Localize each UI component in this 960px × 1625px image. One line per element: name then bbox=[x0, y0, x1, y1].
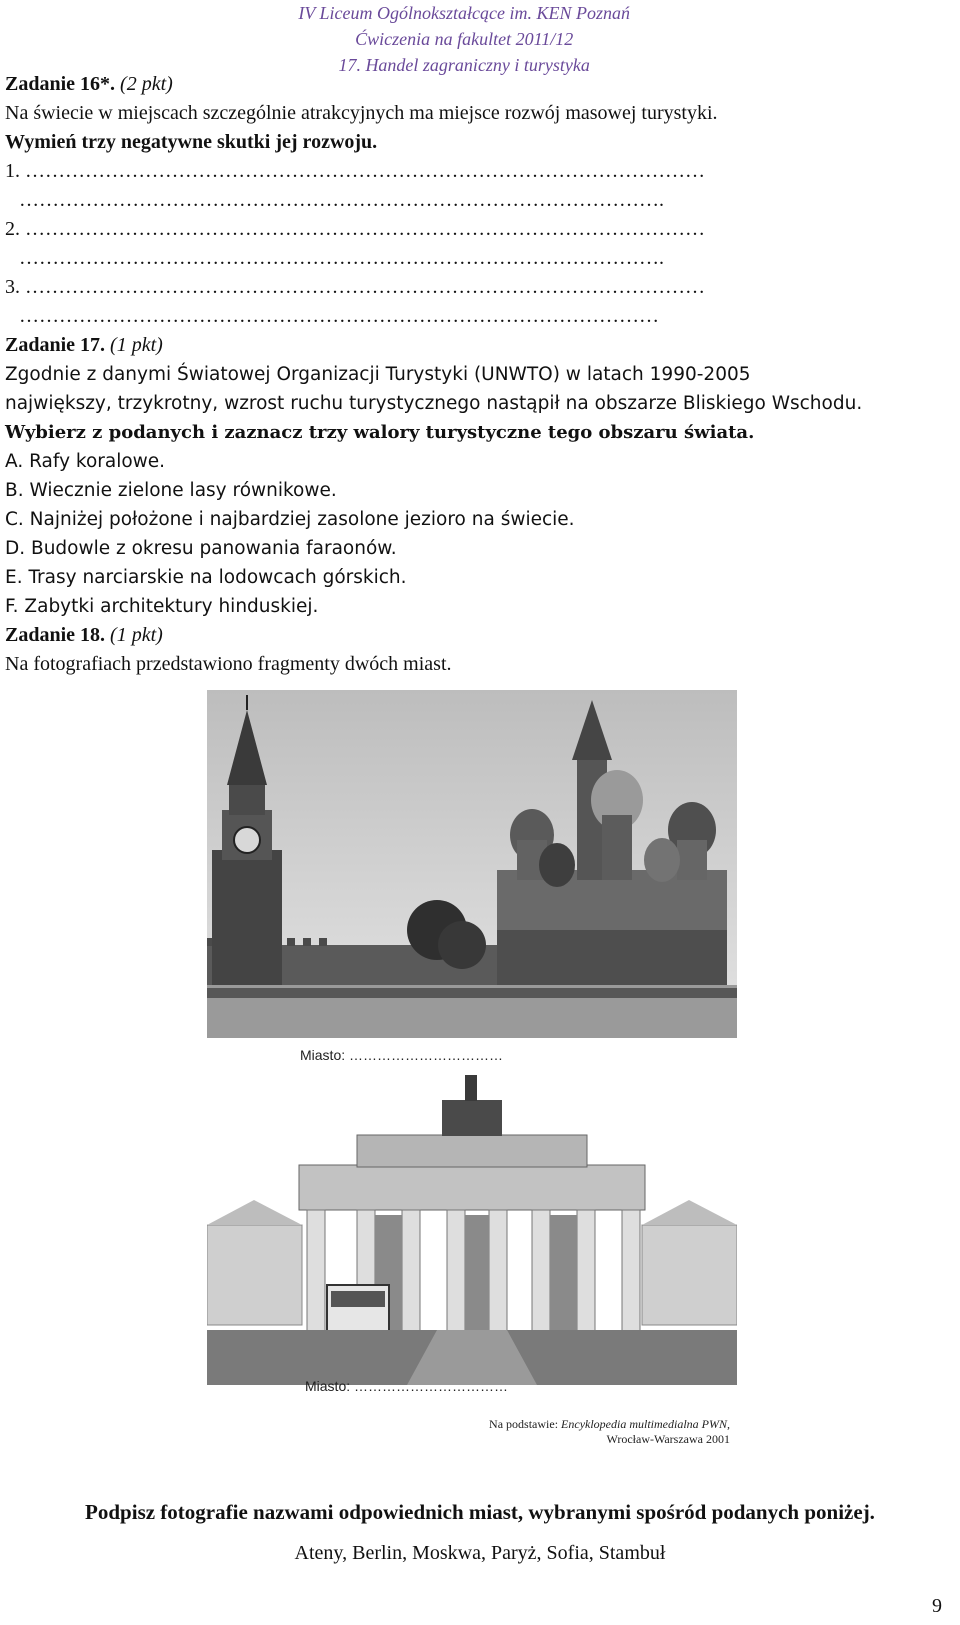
answer-line-3b[interactable] bbox=[5, 302, 955, 331]
task18-heading bbox=[5, 621, 955, 650]
answer-line-3[interactable] bbox=[5, 273, 955, 302]
photo1-city-field[interactable]: Miasto: …………………………… bbox=[300, 1047, 504, 1063]
task16-heading bbox=[5, 70, 955, 99]
task17-text-2: największy, trzykrotny, wzrost ruchu turystycznego nastąpił na obszarze Bliskiego Wschodu. bbox=[5, 393, 863, 414]
source-prefix: Na podstawie: bbox=[489, 1417, 562, 1431]
header-school: IV Liceum Ogólnokształcące im. KEN Poznań bbox=[298, 3, 630, 23]
photo-source bbox=[470, 1417, 730, 1447]
option-f[interactable]: F. Zabytki architektury hinduskiej. bbox=[5, 596, 319, 617]
option-e[interactable]: E. Trasy narciarskie na lodowcach górskich. bbox=[5, 567, 407, 588]
task18-points: (1 pkt) bbox=[110, 624, 163, 646]
task18-instruction: Podpisz fotografie nazwami odpowiednich miast, wybranymi spośród podanych poniżej. bbox=[85, 1500, 875, 1524]
answer-dots-1b: ……………………………………………………………………………………. bbox=[19, 189, 664, 211]
photo-brandenburg-gate-image bbox=[207, 1065, 737, 1385]
answer-dots-3a: ………………………………………………………………………………………… bbox=[25, 276, 705, 298]
task17-heading bbox=[5, 331, 955, 360]
task17-title: Zadanie 17. bbox=[5, 334, 106, 356]
task16-text: Na świecie w miejscach szczególnie atrakcyjnych ma miejsce rozwój masowej turystyki. bbox=[5, 102, 718, 124]
answer-line-2[interactable] bbox=[5, 215, 955, 244]
header-course: Ćwiczenia na fakultet 2011/12 bbox=[355, 29, 574, 49]
page-header bbox=[298, 0, 630, 78]
option-a[interactable]: A. Rafy koralowe. bbox=[5, 451, 166, 472]
answer-dots-3b: …………………………………………………………………………………… bbox=[19, 305, 659, 327]
answer-line-1b[interactable] bbox=[5, 186, 955, 215]
answer-line-1[interactable] bbox=[5, 157, 955, 186]
answer-dots-2b: ……………………………………………………………………………………. bbox=[19, 247, 664, 269]
photo2-city-field[interactable]: Miasto: …………………………… bbox=[305, 1378, 509, 1394]
task17-text-1: Zgodnie z danymi Światowej Organizacji Turystyki (UNWTO) w latach 1990-2005 bbox=[5, 364, 751, 385]
photo-red-square bbox=[207, 690, 737, 1038]
worksheet-content bbox=[5, 70, 955, 679]
source-line-1 bbox=[470, 1417, 730, 1432]
photo-brandenburg-gate bbox=[207, 1065, 737, 1385]
answer-number-1: 1. bbox=[5, 160, 25, 182]
answer-dots-2a: ………………………………………………………………………………………… bbox=[25, 218, 705, 240]
source-place: Wrocław-Warszawa 2001 bbox=[606, 1432, 730, 1446]
answer-number-2: 2. bbox=[5, 218, 25, 240]
header-topic: 17. Handel zagraniczny i turystyka bbox=[338, 55, 590, 75]
option-d[interactable]: D. Budowle z okresu panowania faraonów. bbox=[5, 538, 397, 559]
city-options: Ateny, Berlin, Moskwa, Paryż, Sofia, Stambuł bbox=[294, 1542, 666, 1564]
source-title: Encyklopedia multimedialna PWN, bbox=[561, 1417, 730, 1431]
answer-line-2b[interactable] bbox=[5, 244, 955, 273]
answer-number-3: 3. bbox=[5, 276, 25, 298]
task16-points: (2 pkt) bbox=[120, 73, 173, 95]
task16-title: Zadanie 16*. bbox=[5, 73, 116, 95]
task18-title: Zadanie 18. bbox=[5, 624, 106, 646]
page-number: 9 bbox=[932, 1595, 942, 1617]
task16-question: Wymień trzy negatywne skutki jej rozwoju. bbox=[5, 131, 378, 153]
option-c[interactable]: C. Najniżej położone i najbardziej zasolone jezioro na świecie. bbox=[5, 509, 575, 530]
answer-dots-1a: ………………………………………………………………………………………… bbox=[25, 160, 705, 182]
photo-red-square-image bbox=[207, 690, 737, 1038]
task17-points: (1 pkt) bbox=[110, 334, 163, 356]
option-b[interactable]: B. Wiecznie zielone lasy równikowe. bbox=[5, 480, 337, 501]
task17-question: Wybierz z podanych i zaznacz trzy walory turystyczne tego obszaru świata. bbox=[5, 422, 755, 443]
task18-text: Na fotografiach przedstawiono fragmenty dwóch miast. bbox=[5, 653, 452, 675]
